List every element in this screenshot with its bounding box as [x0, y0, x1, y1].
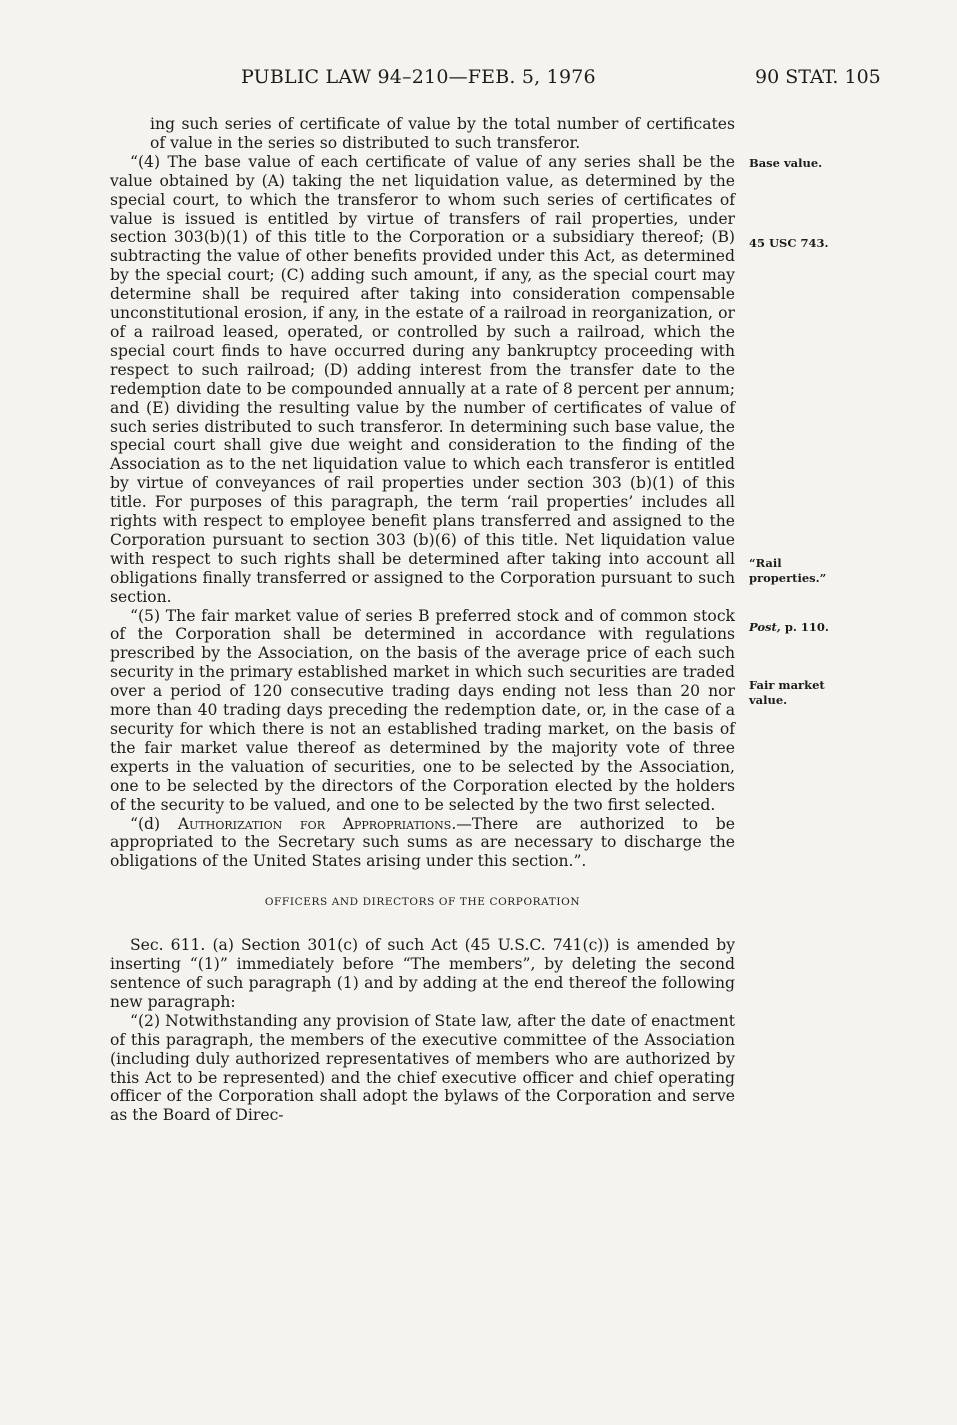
- page-header-stat: 90 STAT. 105: [755, 66, 881, 88]
- post-ref-page: p. 110.: [780, 620, 829, 634]
- margin-note-base-value: Base value.: [749, 156, 823, 170]
- paragraph-base-value: “(4) The base value of each certificate of value of any series shall be the value obtained by (A) taking the net liquidation value, as determined by the special court, to which the transferor to whom such series of certificates of value is issued is entitled by virtue of transfers of rail properties, under section 303(b)(1) of this title to the Corporation or a subsidiary thereof; (B) subtracting the value of other benefits provided under this Act, as determined by the special court; (C) adding such amount, if any, as the special court may determine shall be required after taking into consideration compensable unconstitutional erosion, if any, in the estate of a railroad in reorganization, or of a railroad leased, operated, or controlled by such a railroad, which the special court finds to have occurred during any bankruptcy proceeding with respect to such railroad; (D) adding interest from the transfer date to the redemption date to be compounded annually at a rate of 8 percent per annum; and (E) dividing the resulting value by the number of certificates of value of such series distributed to such transferor. In determining such base value, the special court shall give due weight and consideration to the finding of the Association as to the net liquidation value to which each transferor is entitled by virtue of conveyances of rail properties under section 303 (b)(1) of this title. For purposes of this paragraph, the term ‘rail properties’ includes all rights with respect to employee benefit plans transferred and assigned to the Corporation pursuant to section 303 (b)(6) of this title. Net liquidation value with respect to such rights shall be determined after taking into account all obligations finally transferred or assigned to the Corporation pursuant to such section.: [110, 152, 735, 606]
- statute-body: [110, 115, 735, 1125]
- margin-note-usc: 45 USC 743.: [749, 236, 829, 250]
- paragraph-section-611: Sec. 611. (a) Section 301(c) of such Act (45 U.S.C. 741(c)) is amended by inserting “(1)” immediately before “The members”, by deleting the second sentence of such paragraph (1) and by adding at the end thereof the following new paragraph:: [110, 936, 735, 1011]
- margin-note-post-reference: [749, 620, 859, 635]
- paragraph-authorization: [110, 815, 735, 872]
- page-header-title: PUBLIC LAW 94–210—FEB. 5, 1976: [241, 66, 596, 88]
- margin-note-fair-market-value: Fair market value.: [749, 678, 825, 707]
- authorization-text: —There are authorized to be appropriated to the Secretary such sums as are necessary to discharge the obligations of the United States arising under this section.”.: [110, 814, 735, 871]
- post-ref-italic: Post,: [749, 620, 781, 634]
- paragraph-fair-market-value: “(5) The fair market value of series B preferred stock and of common stock of the Corporation shall be determined in accordance with regulations prescribed by the Association, on the basis of the average price of each such security in the primary established market in which such securities are traded over a period of 120 consecutive trading days ending not less than 20 nor more than 40 trading days preceding the redemption date, or, in the case of a security for which there is not an established trading market, on the basis of the fair market value thereof as determined by the majority vote of three experts in the valuation of securities, one to be selected by the Association, one to be selected by the directors of the Corporation elected by the holders of the security to be valued, and one to be selected by the two first selected.: [110, 606, 735, 814]
- section-heading: OFFICERS AND DIRECTORS OF THE CORPORATION: [264, 896, 581, 909]
- margin-note-rail-properties: “Rail properties.”: [749, 556, 827, 585]
- authorization-heading: Authorization for Appropriations.: [177, 814, 457, 833]
- paragraph-board-of-directors: “(2) Notwithstanding any provision of State law, after the date of enactment of this paragraph, the members of the executive committee of the Association (including duly authorized representatives of members who are authorized by this Act to be represented) and the chief executive officer and chief operating officer of the Corporation shall adopt the bylaws of the Corporation and serve as the Board of Direc-: [110, 1011, 735, 1125]
- paragraph-continuation: ing such series of certificate of value by the total number of certificates of value in the series so distributed to such transferor.: [150, 115, 735, 152]
- authorization-lead: “(d): [130, 814, 178, 833]
